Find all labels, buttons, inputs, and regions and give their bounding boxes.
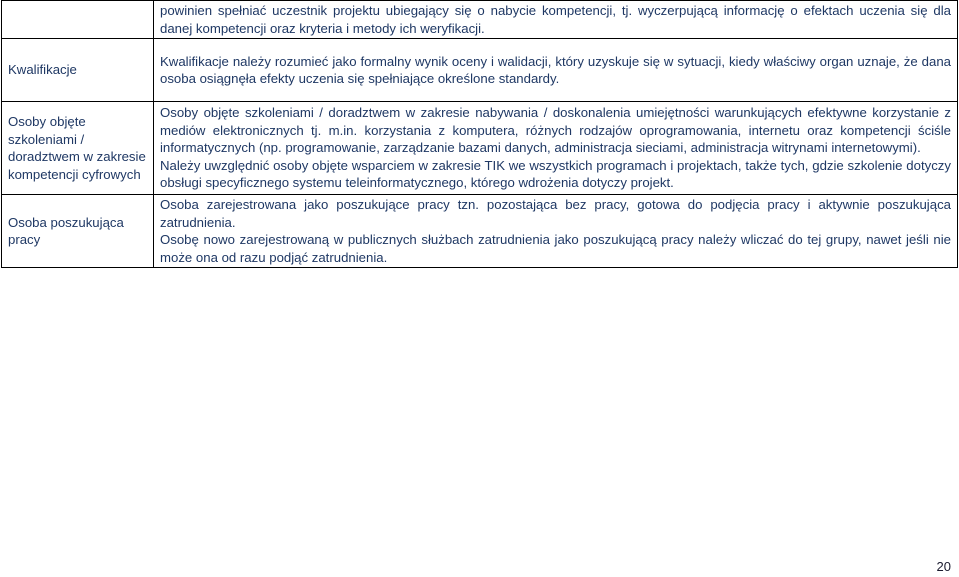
term-cell-kompetencje-cyfrowe: Osoby objęte szkoleniami / doradztwem w zakresie kompetencji cyfrowych: [2, 102, 154, 195]
table-row: [2, 39, 958, 102]
page-number: 20: [936, 559, 951, 574]
term-cell-kwalifikacje: Kwalifikacje: [2, 39, 154, 102]
description-paragraph: Osoba zarejestrowana jako poszukujące pracy tzn. pozostająca bez pracy, gotowa do podjęcia pracy i aktywnie poszukująca zatrudnienia.: [160, 197, 951, 230]
description-paragraph: Osobę nowo zarejestrowaną w publicznych służbach zatrudnienia jako poszukującą pracy należy wliczać do tej grupy, nawet jeśli nie może ona od razu podjąć zatrudnienia.: [160, 232, 951, 265]
term-cell-poszukujaca-pracy: Osoba poszukująca pracy: [2, 195, 154, 268]
description-cell-continued: [154, 1, 958, 39]
term-cell-continued: [2, 1, 154, 39]
description-cell-kompetencje-cyfrowe: [154, 102, 958, 195]
description-paragraph: Należy uwzględnić osoby objęte wsparciem w zakresie TIK we wszystkich programach i projektach, także tych, gdzie szkolenie dotyczy obsługi specyficznego systemu teleinformatycznego, którego wdrożenia dotyczy projekt.: [160, 157, 951, 191]
description-cell-poszukujaca-pracy: [154, 195, 958, 268]
table-row: [2, 102, 958, 195]
definitions-table: [1, 0, 958, 268]
description-paragraph: Osoby objęte szkoleniami / doradztwem w zakresie nabywania / doskonalenia umiejętności warunkujących efektywne korzystanie z mediów elektronicznych tj. m.in. korzystania z komputera, różnych rodzajów oprogramowania, internetu oraz kompetencji ściśle informatycznych (np. programowanie, zarządzanie bazami danych, administracja sieciami, administracja witrynami internetowymi).: [160, 105, 951, 156]
description-paragraph: powinien spełniać uczestnik projektu ubiegający się o nabycie kompetencji, tj. wyczerpującą informację o efektach uczenia się dla danej kompetencji oraz kryteria i metody ich weryfikacji.: [160, 3, 951, 36]
table-row: [2, 1, 958, 39]
table-row: [2, 195, 958, 268]
description-paragraph: Kwalifikacje należy rozumieć jako formalny wynik oceny i walidacji, który uzyskuje się w sytuacji, kiedy właściwy organ uznaje, że dana osoba osiągnęła efekty uczenia się spełniające określone standardy.: [160, 53, 951, 86]
description-cell-kwalifikacje: [154, 39, 958, 102]
